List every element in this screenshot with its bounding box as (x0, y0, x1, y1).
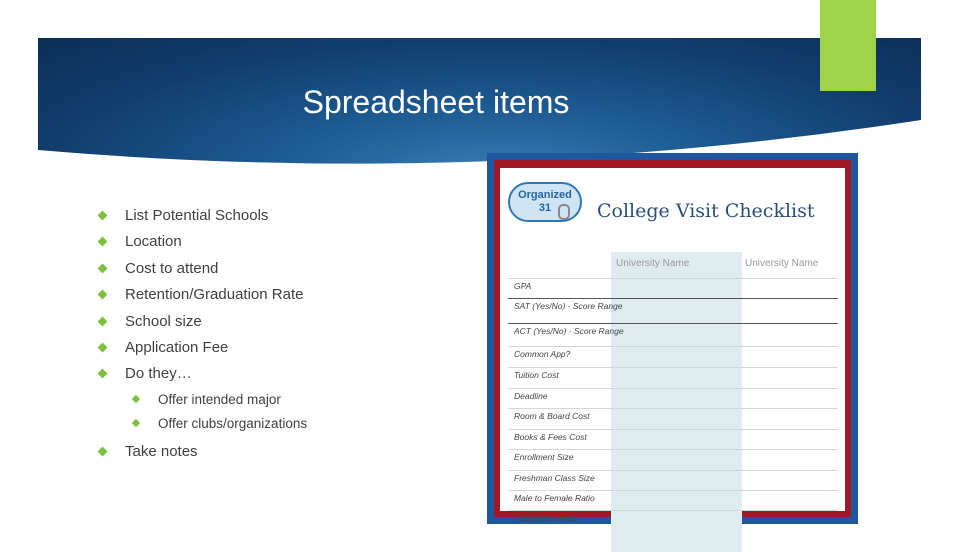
checklist-row (508, 408, 838, 421)
bullet-item (97, 335, 307, 361)
diamond-bullet-icon (132, 394, 140, 402)
checklist-row (508, 388, 838, 401)
checklist-image (487, 153, 858, 524)
diamond-bullet-icon (98, 211, 108, 221)
bullet-text: Location (125, 233, 182, 251)
accent-bar (820, 0, 876, 91)
column-header: University Name (616, 258, 690, 269)
bullet-text: School size (125, 312, 202, 330)
bullet-item (97, 229, 307, 255)
bullet-item (97, 361, 307, 387)
diamond-bullet-icon (132, 419, 140, 427)
row-label: Enrollment Size (514, 452, 574, 462)
checklist-row (508, 449, 838, 462)
row-label: Room & Board Cost (514, 411, 590, 421)
checklist-border (494, 160, 851, 523)
bullet-item (97, 309, 307, 335)
bullet-text: Do they… (125, 365, 192, 383)
logo-number: 31 (538, 202, 552, 214)
bullet-item (97, 203, 307, 229)
bullet-list (97, 203, 307, 465)
checklist-title: College Visit Checklist (597, 200, 815, 222)
checklist-row (508, 490, 838, 503)
bullet-text: Take notes (125, 442, 198, 460)
row-label: Tuition Cost (514, 370, 559, 380)
column-shade (611, 252, 742, 552)
checklist-row (508, 278, 838, 291)
checklist-row (508, 510, 838, 523)
diamond-bullet-icon (98, 263, 108, 273)
row-label: Male to Female Ratio (514, 493, 595, 503)
bullet-text: List Potential Schools (125, 207, 269, 224)
organized31-logo (508, 182, 582, 222)
paperclip-icon (558, 204, 570, 220)
bullet-text: Retention/Graduation Rate (125, 286, 304, 304)
row-label: SAT (Yes/No) · Score Range (514, 301, 623, 311)
checklist-row (508, 346, 838, 359)
diamond-bullet-icon (98, 237, 108, 247)
row-label: Acceptance Rate (514, 513, 579, 523)
slide-title: Spreadsheet items (302, 84, 570, 120)
sub-bullet-text: Offer intended major (158, 391, 281, 407)
diamond-bullet-icon (98, 290, 108, 300)
row-label: GPA (514, 281, 532, 291)
bullet-item (97, 256, 307, 282)
sub-bullet-item (97, 412, 307, 437)
checklist-row (508, 429, 838, 442)
bullet-item (97, 282, 307, 308)
diamond-bullet-icon (98, 369, 108, 379)
row-label: Freshman Class Size (514, 473, 595, 483)
diamond-bullet-icon (98, 343, 108, 353)
column-header: University Name (745, 258, 819, 269)
checklist-row (508, 298, 838, 311)
checklist-sheet (500, 168, 845, 523)
diamond-bullet-icon (98, 316, 108, 326)
row-label: Deadline (514, 391, 548, 401)
checklist-row (508, 323, 838, 336)
row-label: Books & Fees Cost (514, 432, 587, 442)
checklist-row (508, 367, 838, 380)
diamond-bullet-icon (98, 446, 108, 456)
bullet-text: Application Fee (125, 338, 229, 356)
bullet-text: Cost to attend (125, 259, 219, 277)
bullet-item (97, 439, 307, 465)
sub-bullet-item (97, 388, 307, 413)
checklist-row (508, 470, 838, 483)
sub-bullet-text: Offer clubs/organizations (158, 416, 308, 432)
logo-text: Organized (518, 189, 572, 201)
row-label: ACT (Yes/No) · Score Range (514, 326, 624, 336)
row-label: Common App? (514, 349, 571, 359)
